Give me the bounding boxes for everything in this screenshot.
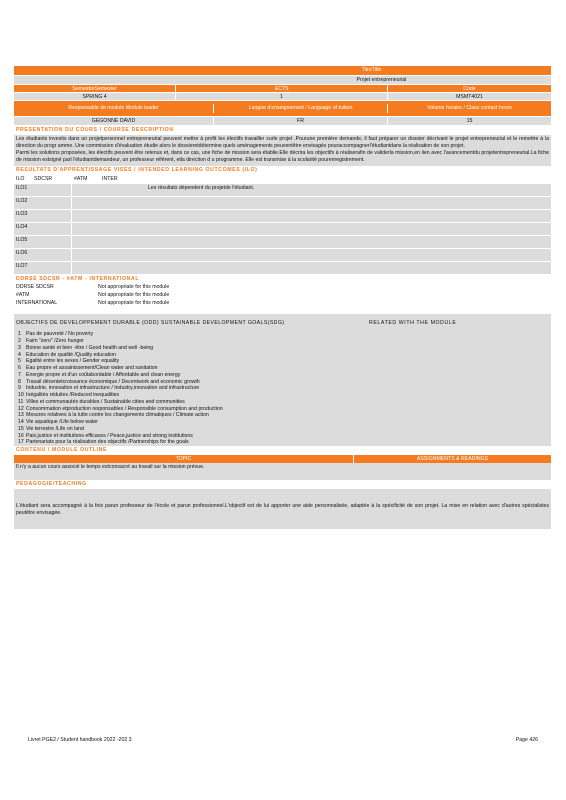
footer-handbook: Livret PGE2 / Student handbook 2022 -202 3: [28, 737, 132, 743]
title-value-row: [14, 76, 551, 85]
assignments-label: ASSIGNMENTS & READINGS: [416, 455, 489, 462]
ilo-col-atm: #ATM: [74, 175, 88, 182]
volume-value: 15: [466, 118, 473, 124]
sdg-text: Eau propre et assainissement/Clean water and sanitation: [26, 365, 158, 372]
ilo-columns-row: [14, 175, 551, 184]
ilo-col-sdcsr: SDCSR: [34, 175, 53, 182]
sdg-item: [14, 412, 551, 419]
ilo-row: [14, 262, 551, 275]
sdg-text: Mesures relatives à la lutte contre les changements climatiques / Climate action: [26, 412, 209, 419]
sdg-text: Paix,justice et institutions efficaces / Peace,justice and strong institutions: [26, 432, 193, 439]
sdg-heading: OBJECTIFS DE DEVELOPPEMENT DURABLE (ODD) SUSTAINABLE DEVELOPMENT GOALS(SDG): [16, 319, 285, 326]
ilo-row: [14, 236, 551, 249]
sdg-number: 17: [18, 439, 24, 446]
ilo-key: ILO6: [14, 249, 72, 261]
sdg-number: 9: [18, 385, 21, 392]
sdg-text: Energie propre et d'un coûtabordable / Affordable and clean energy: [26, 371, 181, 378]
responsable-header-row: [14, 101, 551, 117]
ilo-text: [72, 236, 551, 248]
topic-label: TOPIC: [14, 455, 354, 463]
ects-value: 1: [176, 93, 388, 100]
sdg-number: 4: [18, 351, 21, 358]
ilo-key: ILO2: [14, 197, 72, 209]
sdg-text: Inégalités réduites /Reduced inequalities: [26, 392, 120, 399]
presentation-heading: PRESENTATION DU COURS / COURSE DESCRIPTION: [16, 127, 174, 133]
semester-value: SPRING 4: [14, 93, 176, 100]
sdg-text: Travail décentetcroissance économique / Decentwork and economic growth: [26, 378, 200, 385]
ilo-row: [14, 249, 551, 262]
sdg-text: Pas de pauvreté / No poverty: [26, 331, 94, 338]
sdg-item: [14, 358, 551, 365]
pedagogy-text: L'étudiant sera accompagné à la fois parun professeur de l'école et parun professionnel.L'objectif est de lui apporter une aide personnalisée, adaptée à la spécificité de son projet. La mise en relation avec d'autres spécialistes peutêtre envisagée.: [14, 489, 551, 529]
ilo-heading: RESULTATS D'APPRENTISSAGE VISES / INTENDED LEARNING OUTCOMES (ILO): [16, 166, 258, 173]
ilo-key: ILO3: [14, 210, 72, 222]
semester-label: SemestreSemester: [14, 85, 176, 92]
ilo-text: [72, 223, 551, 235]
ilo-row: [14, 197, 551, 210]
responsable-label: Responsable de module Module leader: [14, 104, 214, 113]
dd-key: INTERNATIONAL: [16, 300, 58, 307]
responsable-value: GEGONNE DAVID: [14, 117, 214, 125]
sdg-text: Consommation etproduction responsables / Responsible consumption and production: [26, 405, 223, 412]
sdg-number: 7: [18, 371, 21, 378]
sdg-text: Partenariats pour la réalisation des objectifs /Partnerships for the goals: [26, 439, 189, 446]
sdg-item: [14, 372, 551, 379]
sdg-item: [14, 426, 551, 433]
sdg-number: 13: [18, 412, 24, 419]
ilo-table: [14, 184, 551, 275]
sdg-item: [14, 338, 551, 345]
dd-table: [14, 283, 551, 307]
presentation-text: [14, 135, 551, 166]
sdg-item: [14, 419, 551, 426]
sdg-text: Vie aquatique /Life below water: [26, 419, 99, 426]
sdg-text: Faim "zero" /Zero hunger: [26, 338, 84, 345]
ilo-row: [14, 184, 551, 197]
ilo-text: [72, 210, 551, 222]
sdg-item: [14, 385, 551, 392]
ilo-text: [72, 249, 551, 261]
sdg-item: [14, 345, 551, 352]
content-header-row: [14, 455, 551, 463]
ilo-key: ILO4: [14, 223, 72, 235]
ilo-text: Les résultats dépendent du projetde l'étudiant.: [148, 184, 255, 191]
sdg-item: [14, 331, 551, 338]
dd-row: [14, 291, 551, 299]
ilo-row: [14, 210, 551, 223]
ilo-text: [72, 262, 551, 274]
sdg-number: 1: [18, 331, 21, 338]
dd-heading: DDRSE SDCSR - #ATM - INTERNATIONAL: [16, 275, 140, 282]
sdg-text: Villes et communautés durables / Sustainable cities and communities: [26, 398, 185, 405]
sdg-text: Vie terrestre /Life on land: [26, 425, 84, 432]
page-footer: [28, 737, 538, 743]
sdg-text: Industrie, innovation et infrastructure / Industry,innovation and infrastructure: [26, 385, 200, 392]
dd-key: #ATM: [16, 292, 30, 299]
sdg-list: [14, 331, 551, 446]
sdg-item: [14, 352, 551, 359]
code-value: MSMT4021: [456, 94, 483, 100]
sdg-number: 16: [18, 432, 24, 439]
presentation-paragraph-1: Les étudiants investis dans un projetpersonnel entrepreneurial peuvent mettre à profit les électifs travailler surle projet .Pourune première demande, il faut préparer un dossier décrivant le projet entrepreneurial et le remettre à la direction du progr amme. Une commission d'évaluation étudie alors le dossieretdétermine quels aménagements peuventêtre envisagés pouraccompagnerl'étudiantdans la réalisation de son projet.: [16, 135, 549, 149]
sdg-text: Bonne santé et bien -être / Good health and well -being: [26, 344, 154, 351]
dd-key: DDRSE SDCSR: [16, 284, 54, 291]
ects-label: ECTS: [176, 85, 388, 92]
sdg-item: [14, 365, 551, 372]
sdg-number: 15: [18, 425, 24, 432]
sdg-item: [14, 439, 551, 446]
semester-value-row: [14, 93, 551, 101]
sdg-item: [14, 399, 551, 406]
pedagogy-heading: PEDAGOGIE/TEACHING: [16, 480, 87, 487]
ilo-key: ILO5: [14, 236, 72, 248]
code-label: Code: [463, 86, 476, 92]
module-title: Projet entrepreneurial: [356, 77, 407, 83]
ilo-text: [72, 197, 551, 209]
ilo-row: [14, 223, 551, 236]
sdg-number: 11: [18, 398, 24, 405]
volume-label: Volume horaire / Class contact hours: [427, 105, 512, 112]
topic-text: Il n'y a aucun cours associé le temps estconsacré au travail sur la mission prévue.: [16, 463, 205, 470]
sdg-number: 2: [18, 338, 21, 345]
sdg-number: 6: [18, 365, 21, 372]
sdg-item: [14, 379, 551, 386]
dd-row: [14, 299, 551, 307]
title-label: TitreTitle: [361, 67, 382, 73]
ilo-key: ILO7: [14, 262, 72, 274]
sdg-number: 12: [18, 405, 24, 412]
ilo-col-ilo: ILO: [16, 175, 25, 182]
sdg-item: [14, 392, 551, 399]
semester-header-row: [14, 85, 551, 93]
footer-page-number: Page 426: [515, 737, 538, 743]
sdg-item: [14, 406, 551, 413]
content-heading: CONTENU / MODULE OUTLINE: [16, 447, 108, 454]
dd-text: Not appropriate for this module: [98, 284, 170, 291]
sdg-item: [14, 433, 551, 440]
sdg-header: [14, 314, 551, 331]
sdg-number: 3: [18, 344, 21, 351]
dd-text: Not appropriate for this module: [98, 300, 170, 307]
responsable-value-row: [14, 117, 551, 126]
ilo-col-inter: INTER: [102, 175, 118, 182]
sdg-number: 14: [18, 419, 24, 426]
language-label: Langue d'enseignement / Language of tuition: [214, 104, 388, 113]
content-row: [14, 463, 551, 480]
module-sheet: [14, 66, 551, 529]
dd-text: Not appropriate for this module: [98, 292, 170, 299]
language-value: FR: [214, 117, 388, 125]
sdg-text: Egalité entre les sexes / Gender equality: [26, 358, 120, 365]
sdg-related-label: RELATED WITH THE MODULE: [369, 319, 457, 326]
sdg-number: 10: [18, 392, 24, 399]
title-header-row: [14, 66, 551, 76]
sdg-number: 8: [18, 378, 21, 385]
sdg-number: 5: [18, 358, 21, 365]
sdg-text: Education de qualité /Quality education: [26, 351, 116, 358]
presentation-paragraph-2: Parmi les solutions proposées, les électifs peuvent être retenus et, dans ce cas, une fiche de mission sera établie.Elle décrira les objectifs à réaliserafin de validerla mission,en lien avec l'avancementdu projetentrepreneurial.La fiche de mission estsigné parl l'étudiantdemandeur, un professeur référent, etla direction d u programme. Elle est transmise à la scolarité pourenregistrement.: [16, 149, 549, 163]
dd-row: [14, 283, 551, 291]
ilo-key: ILO1: [14, 184, 72, 196]
